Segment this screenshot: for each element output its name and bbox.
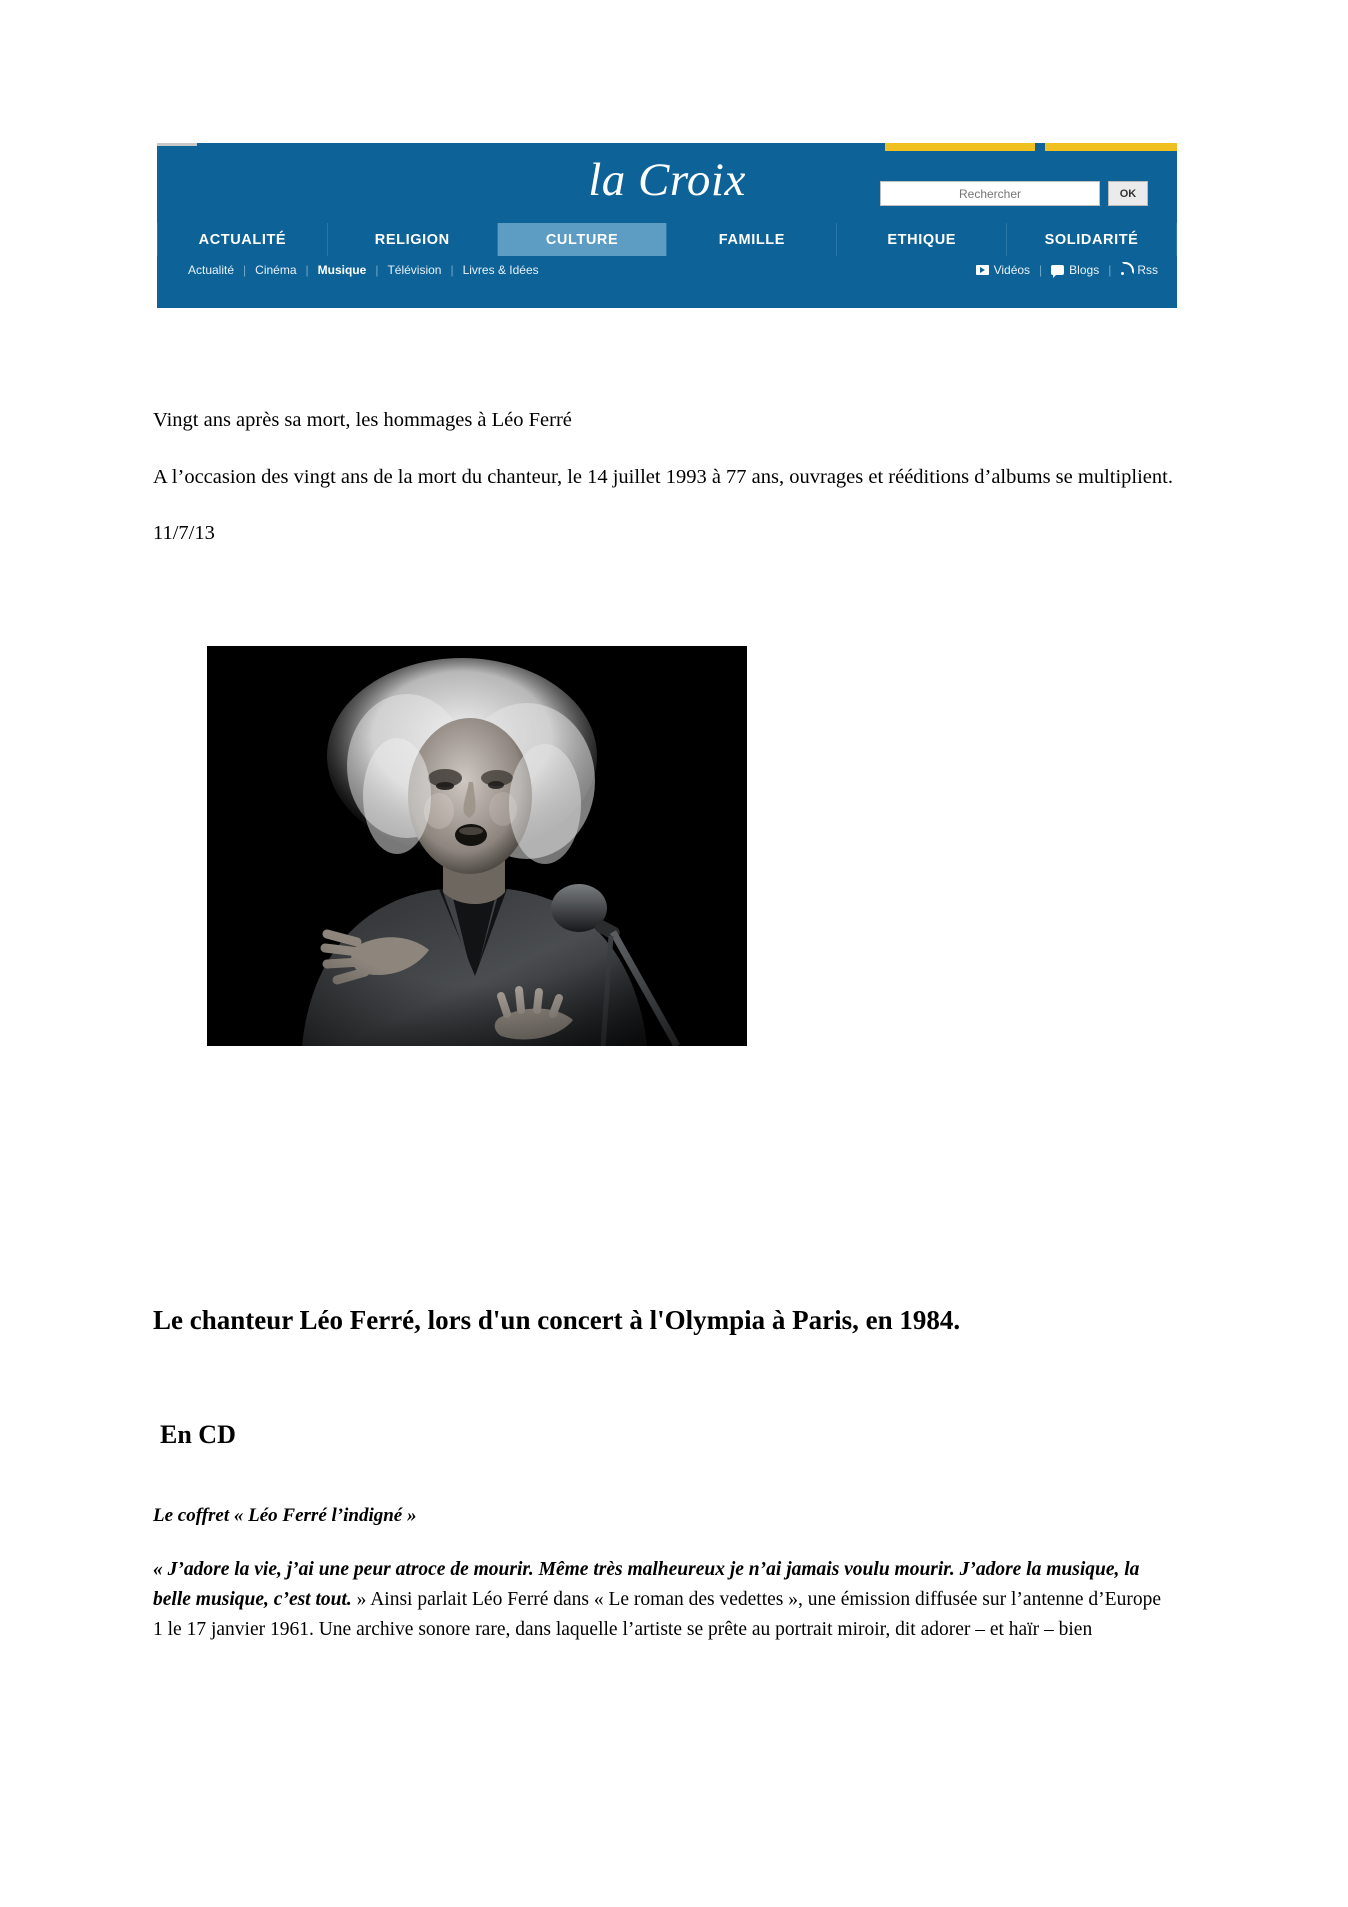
site-logo[interactable]: la Croix [588, 154, 746, 206]
article-title: Vingt ans après sa mort, les hommages à Léo Ferré [153, 409, 572, 431]
utility-label-blogs: Blogs [1069, 263, 1100, 277]
photo-caption: Le chanteur Léo Ferré, lors d'un concert à l'Olympia à Paris, en 1984. [153, 1305, 961, 1335]
search-input-wrapper[interactable] [880, 181, 1100, 206]
article-photo [207, 646, 747, 1046]
utility-navigation [971, 256, 1163, 284]
subnav-item-television[interactable]: Télévision [387, 263, 442, 277]
subnav-separator: | [305, 263, 309, 277]
header-highlight-bar-right [1045, 143, 1177, 151]
rss-icon [1120, 264, 1132, 276]
article-paragraph [153, 1555, 1173, 1645]
utility-label-rss: Rss [1137, 263, 1158, 277]
subnav-item-musique[interactable]: Musique [317, 263, 367, 277]
subnav-separator: | [243, 263, 247, 277]
utility-item-rss[interactable] [1115, 263, 1163, 277]
blog-icon [1051, 265, 1064, 275]
utility-separator: | [1039, 263, 1043, 277]
nav-item-actualite[interactable]: ACTUALITÉ [157, 223, 328, 256]
article-lead: A l’occasion des vingt ans de la mort du chanteur, le 14 juillet 1993 à 77 ans, ouvrages et rééditions d’albums se multiplient. [153, 466, 1173, 488]
subnav-item-actualite[interactable]: Actualité [188, 263, 235, 277]
article-body [153, 405, 1185, 547]
utility-label-videos: Vidéos [993, 263, 1031, 277]
nav-item-famille[interactable]: FAMILLE [667, 223, 837, 256]
header-bottom-fill [157, 284, 1177, 308]
subnav-item-livres-idees[interactable]: Livres & Idées [462, 263, 539, 277]
nav-item-solidarite[interactable]: SOLIDARITÉ [1007, 223, 1177, 256]
header-gray-sliver [157, 143, 197, 146]
site-header [157, 143, 1177, 308]
utility-item-blogs[interactable] [1046, 263, 1104, 277]
box-title: Le coffret « Léo Ferré l’indigné » [153, 1505, 417, 1526]
utility-item-videos[interactable] [971, 263, 1035, 277]
article-quote: « J’adore la vie, j’ai une peur atroce de mourir. Même très malheureux je n’ai jamais voulu mourir. J’adore la musique, la belle musique, c’est tout. [153, 1559, 1140, 1610]
video-icon [976, 265, 989, 275]
utility-separator: | [1108, 263, 1112, 277]
header-highlight-bar-left [885, 143, 1035, 151]
subnav-separator: | [375, 263, 379, 277]
section-heading: En CD [160, 1420, 236, 1449]
main-navigation [157, 223, 1177, 256]
nav-item-religion[interactable]: RELIGION [328, 223, 498, 256]
subnav-separator: | [450, 263, 454, 277]
nav-item-ethique[interactable]: ETHIQUE [837, 223, 1007, 256]
nav-item-culture[interactable]: CULTURE [498, 223, 668, 256]
search-input[interactable] [881, 182, 1099, 205]
article-paragraph-rest: » Ainsi parlait Léo Ferré dans « Le roman des vedettes », une émission diffusée sur l’antenne d’Europe 1 le 17 janvier 1961. Une archive sonore rare, dans laquelle l’artiste se prête au portrait miroir, dit adorer – et haïr – bien [153, 1589, 1161, 1640]
article-date: 11/7/13 [153, 522, 215, 544]
search-submit-button[interactable]: OK [1108, 181, 1148, 206]
subnav-item-cinema[interactable]: Cinéma [255, 263, 297, 277]
